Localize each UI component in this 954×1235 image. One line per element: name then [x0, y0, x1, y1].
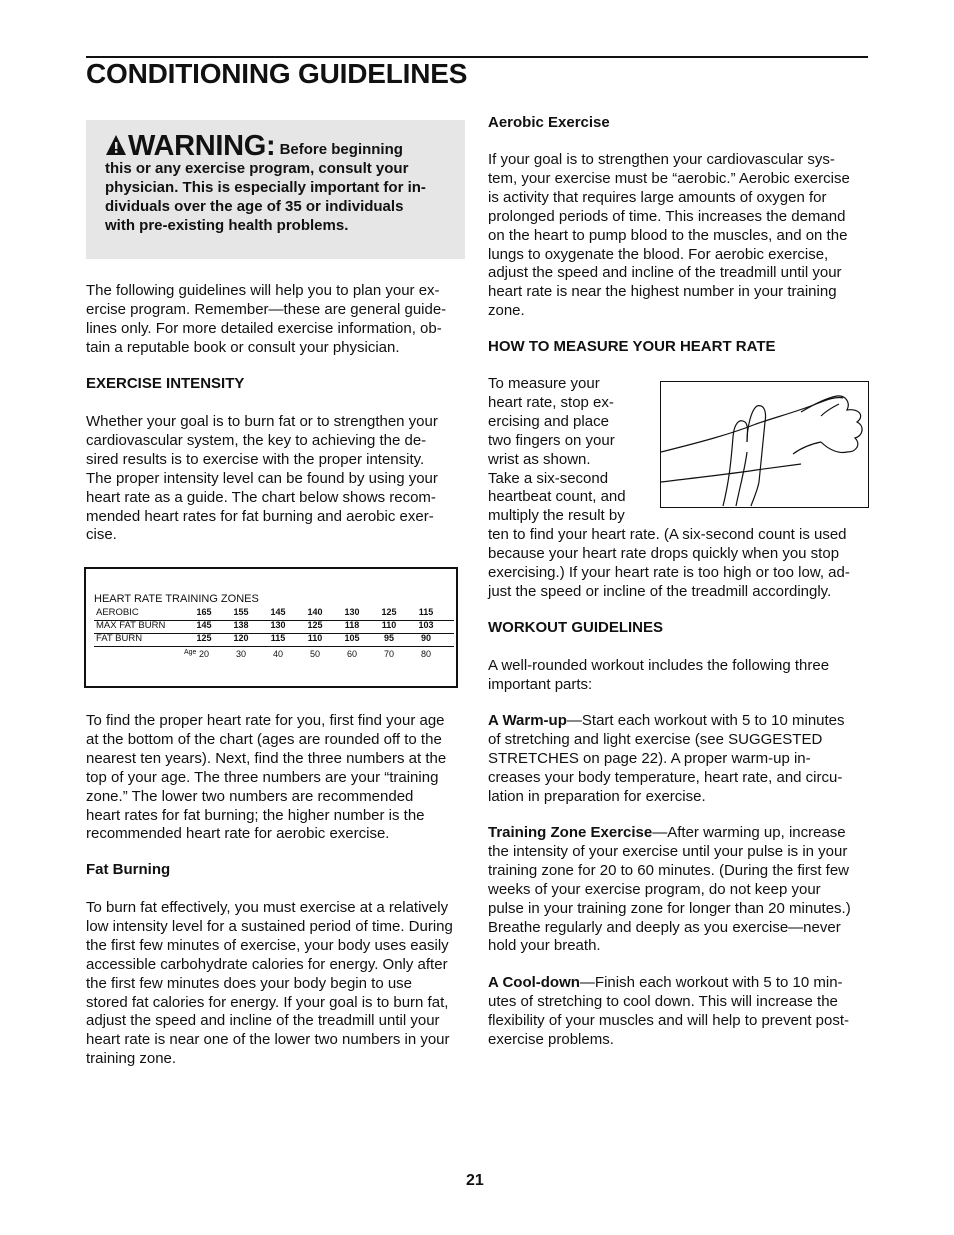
page-title: CONDITIONING GUIDELINES	[86, 58, 468, 89]
wrist-pulse-illustration	[660, 381, 869, 508]
chart-age-row	[94, 649, 454, 662]
chart-age-value: 80	[420, 649, 431, 659]
chart-value: 125	[307, 620, 323, 630]
exercise-intensity-heading: EXERCISE INTENSITY	[86, 375, 245, 392]
chart-value: 125	[196, 633, 212, 643]
chart-title: HEART RATE TRAINING ZONES	[94, 593, 259, 605]
measure-paragraph-short: To measure your heart rate, stop ex- ercising and place two fingers on your wrist as shown. Take a six-second heartbeat count, and multiply the result by	[488, 375, 626, 525]
measure-paragraph-long: ten to find your heart rate. (A six-second count is used because your heart rate drops quickly when you stop exercising.) If your heart rate is too high or too low, ad- just the speed or incline of the treadmill accordingly.	[488, 526, 850, 600]
training-zone-paragraph: Training Zone Exercise—After warming up, increase the intensity of your exercise until your pulse is in your training zone for 20 to 60 minutes. (During the first few weeks of your exercise program, do not keep your pulse in your training zone for longer than 20 minutes.) Breathe regularly and deeply as you exercise—never hold your breath.	[488, 824, 851, 955]
chart-value: 115	[270, 633, 286, 643]
chart-value: 145	[196, 620, 212, 630]
chart-row-label: MAX FAT BURN	[96, 620, 166, 631]
fat-burning-paragraph: To burn fat effectively, you must exercise at a relatively low intensity level for a sustained period of time. During the first few minutes of exercise, your body uses easily accessible carbohydrate calories for energy. Only after the first few minutes does your body begin to use stored fat calories for energy. If your goal is to burn fat, adjust the speed and incline of the treadmill until your heart rate is near one of the lower two numbers in your training zone.	[86, 899, 453, 1068]
chart-value: 130	[270, 620, 286, 630]
chart-age-label: Age	[184, 649, 197, 656]
intensity-paragraph: Whether your goal is to burn fat or to strengthen your cardiovascular system, the key to achieving the de- sired results is to exercise with the proper intensity. The proper intensity level can be found by using your heart rate as a guide. The chart below shows recom- mended heart rates for fat burning and aerobic exer- cise.	[86, 413, 438, 544]
workout-intro-paragraph: A well-rounded workout includes the following three important parts:	[488, 657, 830, 693]
fat-burning-heading: Fat Burning	[86, 861, 171, 878]
find-paragraph: To find the proper heart rate for you, first find your age at the bottom of the chart (ages are rounded off to the nearest ten years). Next, find the three numbers at the top of your age. The three numbers are your “training zone.” The lower two numbers are recommended heart rates for fat burning; the higher number is the recommended heart rate for aerobic exercise.	[86, 712, 447, 843]
warning-line: with pre-existing health problems.	[105, 216, 349, 234]
measure-heading: HOW TO MEASURE YOUR HEART RATE	[488, 338, 776, 355]
warning-line: physician. This is especially important for in-	[105, 178, 426, 196]
chart-value: 118	[344, 620, 360, 630]
chart-value: 130	[344, 607, 360, 617]
cooldown-term: A Cool-down	[488, 974, 580, 991]
warmup-paragraph: A Warm-up—Start each workout with 5 to 10 minutes of stretching and light exercise (see SUGGESTED STRETCHES on page 22). A proper warm-up in- creases your body temperature, heart rate, and circu- lation in preparation for exercise.	[488, 712, 845, 805]
chart-age-value: 60	[346, 649, 357, 659]
chart-value: 125	[381, 607, 397, 617]
chart-value: 155	[233, 607, 249, 617]
chart-value: 105	[344, 633, 360, 643]
chart-row	[94, 633, 454, 647]
chart-value: 95	[383, 633, 394, 643]
warning-triangle-icon	[105, 134, 127, 156]
warning-text	[105, 130, 450, 236]
workout-heading: WORKOUT GUIDELINES	[488, 619, 663, 636]
chart-age-value: 50	[309, 649, 320, 659]
chart-value: 145	[270, 607, 286, 617]
warning-box	[86, 120, 465, 259]
warning-first: Before beginning	[279, 141, 403, 158]
training-zone-term: Training Zone Exercise	[488, 824, 653, 841]
chart-age-value: 20	[198, 649, 209, 659]
chart-row-label: FAT BURN	[96, 633, 143, 644]
chart-value: 90	[420, 633, 431, 643]
cooldown-paragraph: A Cool-down—Finish each workout with 5 to 10 min- utes of stretching to cool down. This will increase the flexibility of your muscles and will help to prevent post- exercise problems.	[488, 974, 849, 1048]
chart-value: 110	[307, 633, 323, 643]
heart-rate-chart	[84, 567, 458, 688]
chart-age-value: 70	[383, 649, 394, 659]
chart-value: 165	[196, 607, 212, 617]
aerobic-paragraph: If your goal is to strengthen your cardiovascular sys- tem, your exercise must be “aerobic.” Aerobic exercise is activity that requires large amounts of oxygen for prolonged periods of time. This increases the demand on the heart to pump blood to the muscles, and on the lungs to oxygenate the blood. For aerobic exercise, adjust the speed and incline of the treadmill until your heart rate is near the highest number in your training zone.	[488, 151, 850, 320]
chart-value: 110	[381, 620, 397, 630]
warmup-term: A Warm-up	[488, 712, 567, 729]
chart-value: 120	[233, 633, 249, 643]
chart-value: 103	[418, 620, 434, 630]
warning-word: WARNING:	[128, 130, 276, 162]
chart-row	[94, 620, 454, 634]
warning-line: dividuals over the age of 35 or individuals	[105, 197, 404, 215]
chart-age-value: 40	[272, 649, 283, 659]
chart-value: 140	[307, 607, 323, 617]
aerobic-heading: Aerobic Exercise	[488, 114, 610, 131]
hand-on-wrist-icon	[661, 382, 868, 507]
chart-age-value: 30	[235, 649, 246, 659]
warning-line: this or any exercise program, consult your	[105, 159, 409, 177]
chart-value: 115	[418, 607, 434, 617]
page-number: 21	[466, 1172, 484, 1189]
chart-value: 138	[233, 620, 249, 630]
chart-row-label: AEROBIC	[96, 607, 139, 618]
chart-row	[94, 607, 454, 621]
intro-paragraph: The following guidelines will help you to plan your ex- ercise program. Remember—these are general guide- lines only. For more detailed exercise information, ob- tain a reputable book or consult your physician.	[86, 282, 447, 356]
